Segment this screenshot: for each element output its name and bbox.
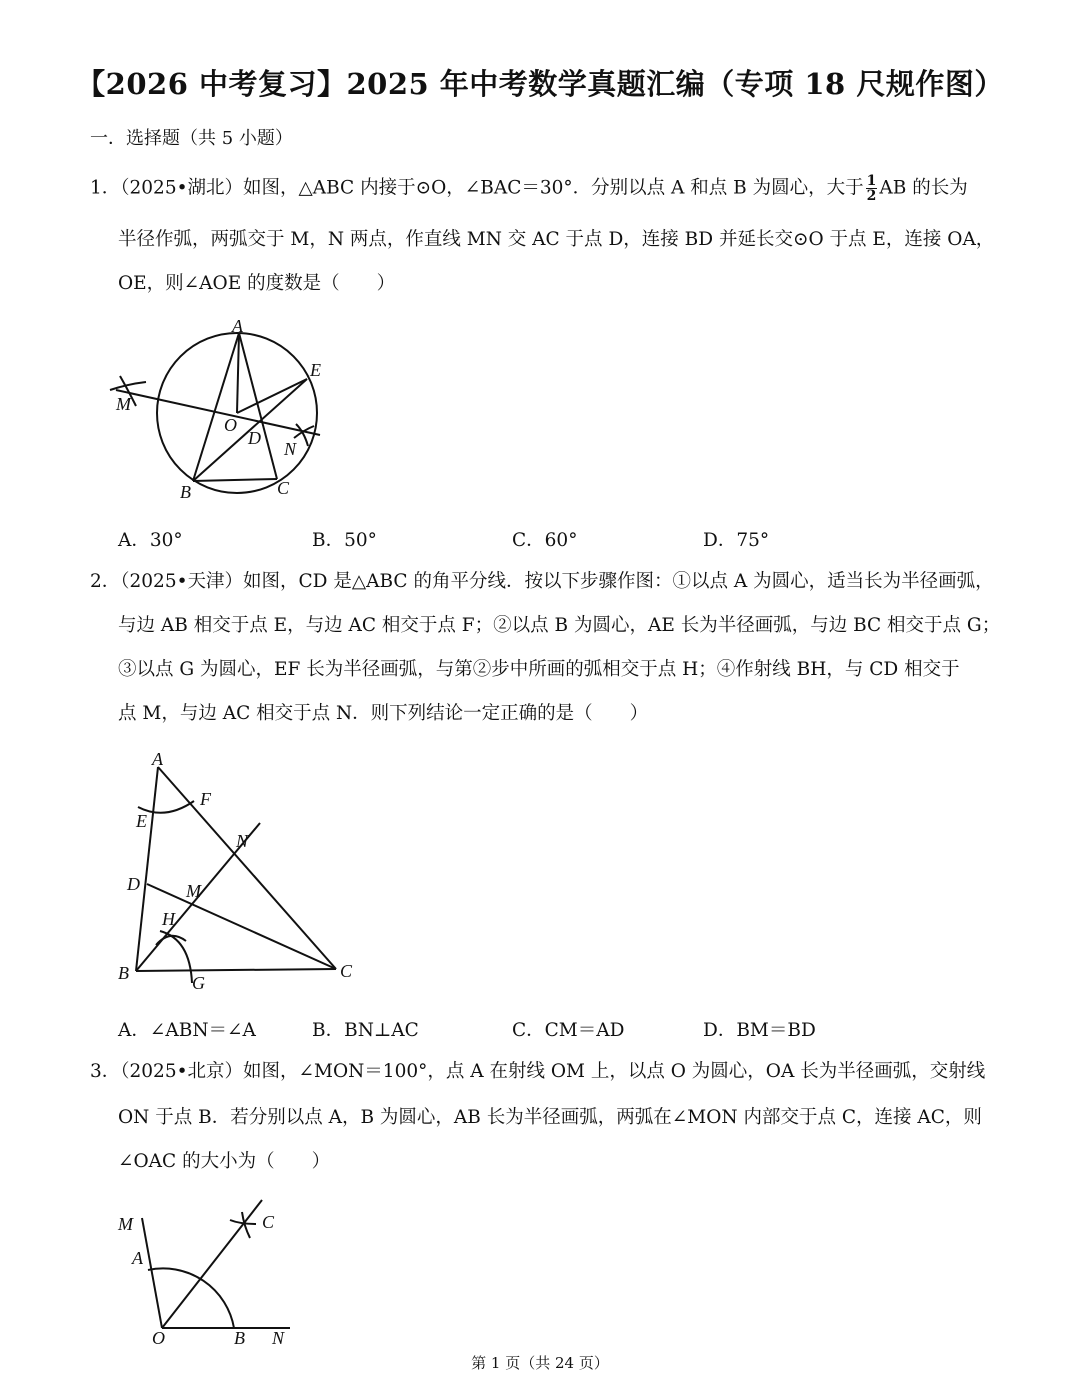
q3-ray-om: [142, 1218, 162, 1328]
q3-label-n: N: [272, 1328, 285, 1348]
q1-line-1-text: 1．（2025•湖北）如图，△ABC 内接于⊙O，∠BAC＝30°．分别以点 A 和点 B 为圆心，大于: [90, 177, 864, 199]
q2-line-2: 与边 AB 相交于点 E，与边 AC 相交于点 F；②以点 B 为圆心，AE 长为半径画弧，与边 BC 相交于点 G；: [118, 615, 1001, 636]
q2-label-g: G: [192, 973, 205, 993]
q1-label-o: O: [224, 415, 237, 435]
page-footer: 第 1 页（共 24 页）: [471, 1354, 609, 1372]
q1-label-m: M: [116, 394, 131, 414]
q2-label-c: C: [340, 961, 353, 981]
q2-label-b: B: [118, 963, 129, 983]
q2-arc-h: [156, 936, 186, 945]
q2-label-n: N: [236, 831, 249, 851]
section-heading: 一．选择题（共 5 小题）: [90, 128, 293, 149]
q1-label-e: E: [310, 360, 321, 380]
q2-line-3: ③以点 G 为圆心，EF 长为半径画弧，与第②步中所画的弧相交于点 H；④作射线 BH，与 CD 相交于: [118, 659, 960, 680]
q3-segment-oc: [162, 1200, 262, 1328]
q3-label-a: A: [132, 1248, 143, 1268]
q3-line-2: ON 于点 B．若分别以点 A，B 为圆心，AB 长为半径画弧，两弧在∠MON 内部交于点 C，连接 AC，则: [118, 1107, 982, 1128]
q1-option-c[interactable]: C．60°: [512, 530, 578, 551]
q2-side-ab: [136, 767, 158, 971]
q1-fraction: [866, 174, 878, 203]
q2-label-d: D: [127, 874, 140, 894]
q1-segment-bc: [193, 479, 277, 481]
q1-option-b[interactable]: B．50°: [312, 530, 377, 551]
q3-figure: [110, 1190, 310, 1350]
q1-line-1: [90, 174, 968, 203]
q3-line-1: 3．（2025•北京）如图，∠MON＝100°，点 A 在射线 OM 上，以点 O 为圆心，OA 长为半径画弧，交射线: [90, 1061, 986, 1082]
q2-side-ac: [158, 767, 336, 969]
q1-label-a: A: [232, 316, 243, 336]
page-title: 【2026 中考复习】2025 年中考数学真题汇编（专项 18 尺规作图）: [76, 67, 1004, 101]
q2-label-e: E: [136, 811, 147, 831]
q1-option-a[interactable]: A．30°: [118, 530, 183, 551]
q2-option-b[interactable]: B．BN⊥AC: [312, 1020, 419, 1041]
q1-frac-den: 2: [866, 188, 877, 204]
q2-option-a[interactable]: A．∠ABN＝∠A: [118, 1020, 256, 1041]
q1-line-3: OE，则∠AOE 的度数是（ ）: [118, 273, 396, 294]
q1-segment-oa: [237, 333, 239, 413]
q2-line-1: 2．（2025•天津）如图，CD 是△ABC 的角平分线．按以下步骤作图：①以点 A 为圆心，适当长为半径画弧，: [90, 571, 994, 592]
q1-line-2: 半径作弧，两弧交于 M，N 两点，作直线 MN 交 AC 于点 D，连接 BD 并延长交⊙O 于点 E，连接 OA，: [118, 229, 995, 250]
q2-line-4: 点 M，与边 AC 相交于点 N．则下列结论一定正确的是（ ）: [118, 703, 649, 724]
q2-label-a: A: [152, 749, 163, 769]
q1-line-1-end: AB 的长为: [879, 177, 968, 199]
q1-label-b: B: [180, 482, 191, 502]
q3-line-3: ∠OAC 的大小为（ ）: [118, 1151, 331, 1172]
q1-segment-oe: [237, 379, 307, 413]
q1-label-c: C: [277, 478, 290, 498]
q1-segment-ac: [239, 333, 277, 479]
q2-bisector-cd: [147, 884, 336, 969]
q1-segment-ab: [193, 333, 239, 481]
q2-label-m: M: [186, 881, 201, 901]
q1-line-mn: [116, 390, 320, 435]
q2-option-d[interactable]: D．BM＝BD: [703, 1020, 816, 1041]
q1-label-d: D: [248, 428, 261, 448]
q2-side-bc: [136, 969, 336, 971]
q1-label-n: N: [284, 439, 297, 459]
q3-label-c: C: [262, 1212, 275, 1232]
q1-figure: [100, 310, 340, 510]
q1-frac-num: 1: [866, 173, 877, 189]
q3-label-o: O: [152, 1328, 165, 1348]
q1-option-d[interactable]: D．75°: [703, 530, 770, 551]
q3-label-b: B: [234, 1328, 245, 1348]
q2-label-h: H: [162, 909, 175, 929]
q2-option-c[interactable]: C．CM＝AD: [512, 1020, 625, 1041]
q2-label-f: F: [200, 789, 211, 809]
q3-label-m: M: [118, 1214, 133, 1234]
q2-figure: [110, 745, 370, 995]
